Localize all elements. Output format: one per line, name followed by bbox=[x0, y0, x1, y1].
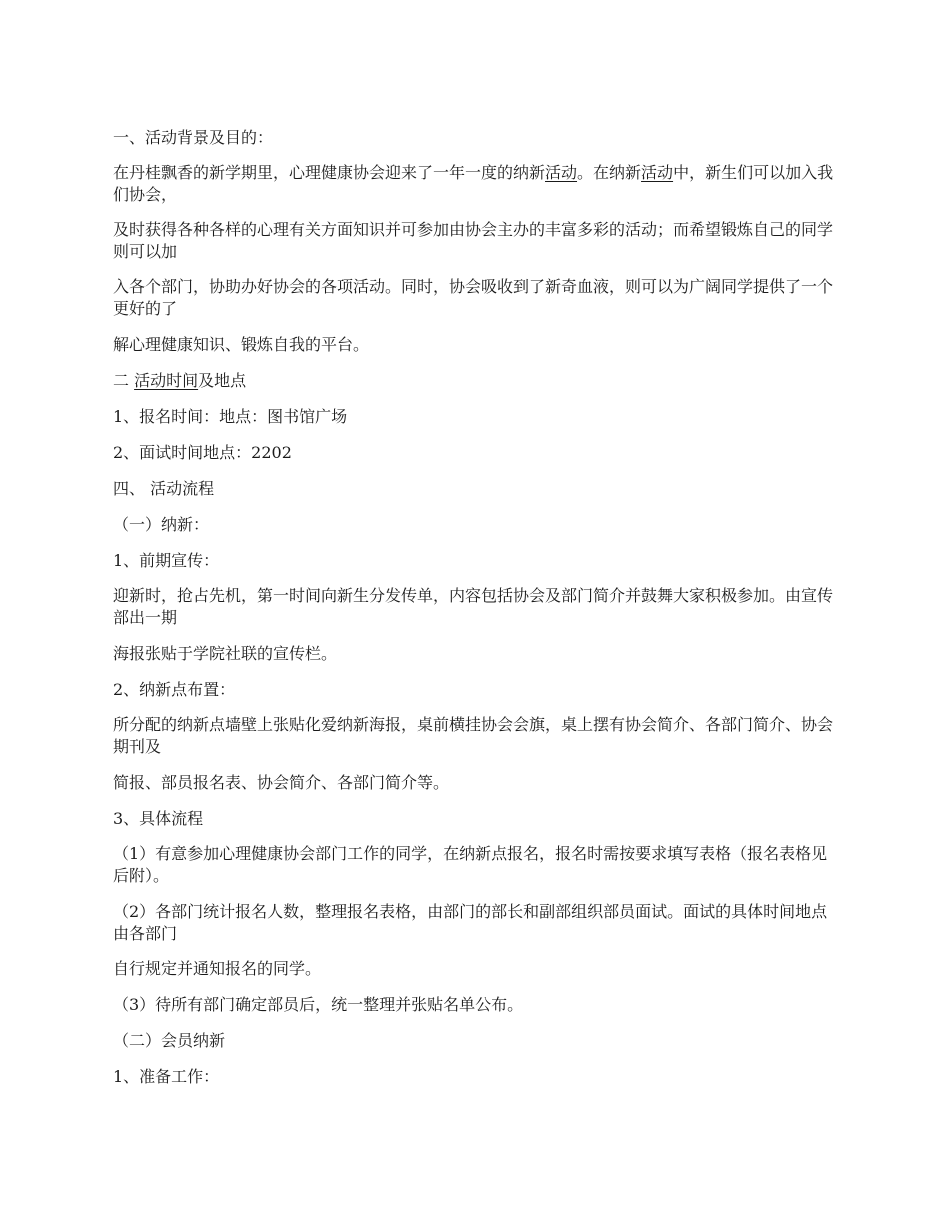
list-item-signup-time: 1、报名时间：地点：图书馆广场 bbox=[113, 407, 348, 426]
text-run: 及地点 bbox=[198, 371, 247, 390]
paragraph-intro bbox=[113, 162, 843, 206]
section-heading-process: 四、 活动流程 bbox=[113, 479, 215, 498]
section-heading-background: 一、活动背景及目的： bbox=[113, 128, 274, 147]
section-heading-time-place bbox=[113, 370, 843, 392]
text-run: 二 bbox=[113, 371, 135, 390]
underlined-term: 活动时间 bbox=[134, 371, 199, 390]
list-item-specific-process: 3、具体流程 bbox=[113, 809, 204, 828]
text-run: 。在纳新 bbox=[577, 163, 642, 182]
paragraph-step-1: （1）有意参加心理健康协会部门工作的同学，在纳新点报名，报名时需按要求填写表格（报名表格见后附）。 bbox=[113, 844, 828, 885]
subsection-heading-recruit: （一）纳新： bbox=[113, 515, 210, 534]
paragraph-materials: 简报、部员报名表、协会简介、各部门简介等。 bbox=[113, 773, 450, 792]
paragraph-departments: 入各个部门，协助办好协会的各项活动。同时，协会吸收到了新奇血液，则可以为广阔同学提供了一个更好的了 bbox=[113, 277, 834, 318]
paragraph-step-3: （3）待所有部门确定部员后，统一整理并张贴名单公布。 bbox=[113, 995, 524, 1014]
paragraph-publicity: 迎新时，抢占先机，第一时间向新生分发传单，内容包括协会及部门简介并鼓舞大家积极参加。由宣传部出一期 bbox=[113, 586, 834, 627]
text-run: 中，新生们可以加入我们协会， bbox=[113, 163, 834, 204]
underlined-term: 活动 bbox=[545, 163, 578, 182]
list-item-preparation: 1、准备工作： bbox=[113, 1067, 220, 1086]
paragraph-poster: 海报张贴于学院社联的宣传栏。 bbox=[113, 644, 338, 663]
paragraph-step-2-cont: 自行规定并通知报名的同学。 bbox=[113, 959, 322, 978]
underlined-term: 活动 bbox=[641, 163, 674, 182]
list-item-booth-setup: 2、纳新点布置： bbox=[113, 680, 236, 699]
text-run: 在丹桂飘香的新学期里，心理健康协会迎来了一年一度的纳新 bbox=[113, 163, 546, 182]
list-item-publicity: 1、前期宣传： bbox=[113, 551, 220, 570]
subsection-heading-members: （二）会员纳新 bbox=[113, 1031, 226, 1050]
list-item-interview-time: 2、面试时间地点：2202 bbox=[113, 443, 292, 462]
paragraph-booth: 所分配的纳新点墙壁上张贴化爱纳新海报，桌前横挂协会会旗，桌上摆有协会简介、各部门简介、协会期刊及 bbox=[113, 715, 834, 756]
paragraph-step-2: （2）各部门统计报名人数，整理报名表格，由部门的部长和副部组织部员面试。面试的具体时间地点由各部门 bbox=[113, 902, 828, 943]
paragraph-knowledge: 及时获得各种各样的心理有关方面知识并可参加由协会主办的丰富多彩的活动；而希望锻炼自己的同学则可以加 bbox=[113, 220, 834, 261]
paragraph-platform: 解心理健康知识、锻炼自我的平台。 bbox=[113, 335, 370, 354]
